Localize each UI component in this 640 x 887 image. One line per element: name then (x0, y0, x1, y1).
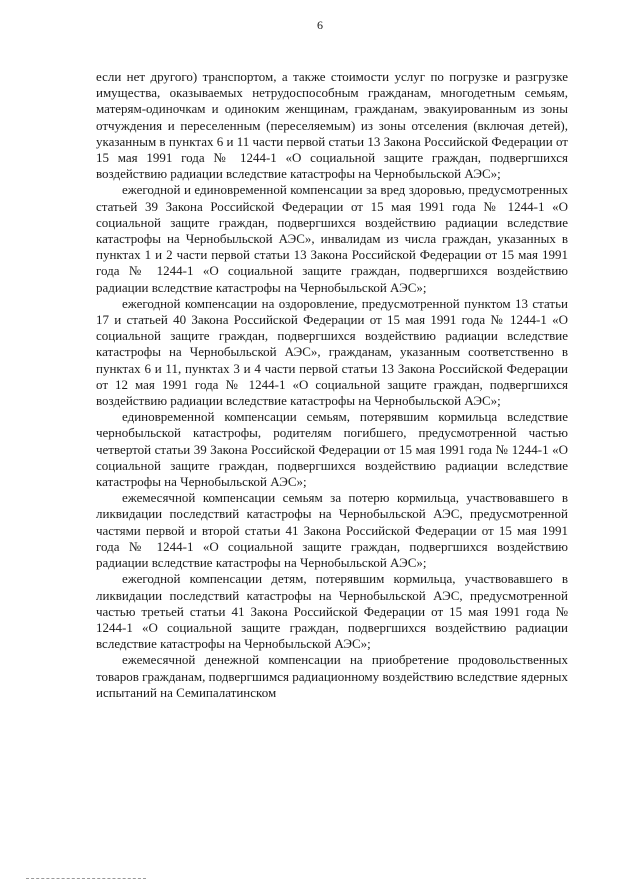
page-number: 6 (317, 18, 323, 32)
paragraph-health-compensation: ежегодной и единовременной компенсации за вред здоровью, предусмотренных статьей 39 Закона Российской Федерации от 15 мая 1991 года № 1244-1 «О социальной защите граждан, подвергшихся воздействию радиации вследствие катастрофы на Чернобыльской АЭС», инвалидам из числа граждан, указанных в пунктах 1 и 2 части первой статьи 13 Закона Российской Федерации от 15 мая 1991 года № 1244-1 «О социальной защите граждан, подвергшихся воздействию радиации вследствие катастрофы на Чернобыльской АЭС»; (96, 182, 568, 295)
paragraph-one-time-family-compensation: единовременной компенсации семьям, потерявшим кормильца вследствие чернобыльской катастрофы, родителям погибшего, предусмотренной частью четвертой статьи 39 Закона Российской Федерации от 15 мая 1991 года № 1244-1 «О социальной защите граждан, подвергшихся воздействию радиации вследствие катастрофы на Чернобыльской АЭС»; (96, 409, 568, 490)
document-body (96, 69, 568, 701)
paragraph-annual-children-compensation: ежегодной компенсации детям, потерявшим кормильца, участвовавшего в ликвидации последствий катастрофы на Чернобыльской АЭС, предусмотренной частью третьей статьи 41 Закона Российской Федерации от 15 мая 1991 года № 1244-1 «О социальной защите граждан, подвергшихся воздействию радиации вследствие катастрофы на Чернобыльской АЭС»; (96, 571, 568, 652)
paragraph-food-compensation: ежемесячной денежной компенсации на приобретение продовольственных товаров гражданам, подвергшимся радиационному воздействию вследствие ядерных испытаний на Семипалатинском (96, 652, 568, 700)
footer-divider (26, 878, 146, 879)
paragraph-recovery-compensation: ежегодной компенсации на оздоровление, предусмотренной пунктом 13 статьи 17 и статьей 40 Закона Российской Федерации от 15 мая 1991 года № 1244-1 «О социальной защите граждан, подвергшихся воздействию радиации вследствие катастрофы на Чернобыльской АЭС», гражданам, указанным соответственно в пунктах 6 и 11, пунктах 3 и 4 части первой статьи 13 Закона Российской Федерации от 12 мая 1991 года № 1244-1 «О социальной защите граждан, подвергшихся воздействию радиации вследствие катастрофы на Чернобыльской АЭС»; (96, 295, 568, 409)
paragraph-monthly-family-compensation: ежемесячной компенсации семьям за потерю кормильца, участвовавшего в ликвидации последствий катастрофы на Чернобыльской АЭС, предусмотренной частями первой и второй статьи 41 Закона Российской Федерации от 15 мая 1991 года № 1244-1 «О социальной защите граждан, подвергшихся воздействию радиации вследствие катастрофы на Чернобыльской АЭС»; (96, 490, 568, 571)
paragraph-continuation: если нет другого) транспортом, а также стоимости услуг по погрузке и разгрузке имущества, оказываемых нетрудоспособным гражданам, многодетным семьям, матерям-одиночкам и одиноким женщинам, гражданам, эвакуированным из зоны отчуждения и переселенным (переселяемым) из зоны отселения (включая детей), указанным в пунктах 6 и 11 части первой статьи 13 Закона Российской Федерации от 15 мая 1991 года № 1244-1 «О социальной защите граждан, подвергшихся воздействию радиации вследствие катастрофы на Чернобыльской АЭС»; (96, 69, 568, 182)
